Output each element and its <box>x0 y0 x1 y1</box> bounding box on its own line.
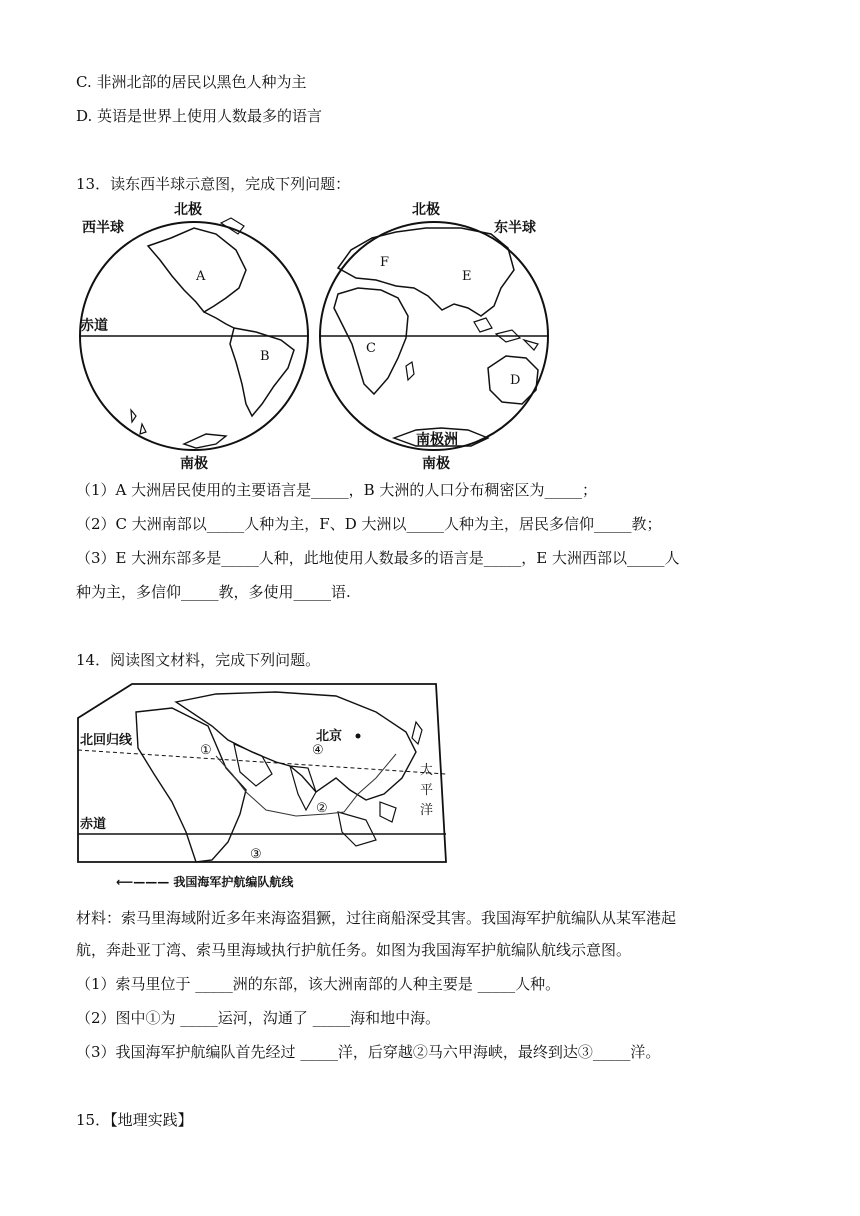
label-c: C <box>366 341 376 356</box>
tropic-line <box>78 750 446 774</box>
marker-1: ① <box>200 743 212 758</box>
route-legend-text: 我国海军护航编队航线 <box>173 875 294 889</box>
antarctica-label: 南极洲 <box>416 432 458 448</box>
question-13-sub-1: （1）A 大洲居民使用的主要语言是_____，B 大洲的人口分布稠密区为_____； <box>76 481 597 499</box>
option-d: D. 英语是世界上使用人数最多的语言 <box>76 107 323 125</box>
pacific-char-3: 洋 <box>420 803 434 818</box>
route-line <box>216 754 396 816</box>
equator-label: 赤道 <box>80 817 107 832</box>
question-13-sub-3-line-2: 种为主，多信仰_____教，多使用_____语. <box>76 583 351 601</box>
question-14-sub-2: （2）图中①为 _____运河，沟通了 _____海和地中海。 <box>76 1009 441 1027</box>
question-14-sub-3: （3）我国海军护航编队首先经过 _____洋，后穿越②马六甲海峡，最终到达③_____洋。 <box>76 1043 661 1061</box>
pacific-char-1: 太 <box>420 763 434 778</box>
question-14-sub-1: （1）索马里位于 _____洲的东部，该大洲南部的人种主要是 _____人种。 <box>76 975 561 993</box>
tropic-label: 北回归线 <box>80 733 133 748</box>
question-13-sub-2: （2）C 大洲南部以_____人种为主，F、D 大洲以_____人种为主，居民多信仰_____教； <box>76 515 662 533</box>
legend-arrow-icon: ⟵——— <box>116 875 170 889</box>
marker-4: ④ <box>312 743 324 758</box>
option-c: C. 非洲北部的居民以黑色人种为主 <box>76 73 307 91</box>
beijing-marker <box>356 734 361 739</box>
east-north-pole-label: 北极 <box>412 202 440 218</box>
east-south-pole-label: 南极 <box>422 456 450 472</box>
beijing-label: 北京 <box>316 729 343 744</box>
question-13-stem: 13．读东西半球示意图，完成下列问题： <box>76 175 351 193</box>
west-north-pole-label: 北极 <box>174 202 202 218</box>
question-14-stem: 14．阅读图文材料，完成下列问题。 <box>76 651 321 669</box>
route-legend <box>116 873 293 890</box>
label-b: B <box>260 349 270 364</box>
eurasia-outline <box>338 228 514 316</box>
equator-label: 赤道 <box>80 318 108 334</box>
label-d: D <box>510 373 521 388</box>
navy-route-map <box>76 682 448 874</box>
label-f: F <box>380 255 390 270</box>
question-14-material-line-1: 材料：索马里海域附近多年来海盗猖獗，过往商船深受其害。我国海军护航编队从某军港起 <box>76 909 677 927</box>
question-15-stem: 15．【地理实践】 <box>76 1111 193 1129</box>
marker-2: ② <box>316 801 328 816</box>
marker-3: ③ <box>250 847 262 862</box>
west-hemisphere-title: 西半球 <box>82 220 124 236</box>
hemispheres-map <box>76 198 556 473</box>
question-13-sub-3-line-1: （3）E 大洲东部多是_____人种，此地使用人数最多的语言是_____，E 大洲西部以_____人 <box>76 549 680 567</box>
pacific-char-2: 平 <box>420 783 434 798</box>
west-south-pole-label: 南极 <box>180 456 208 472</box>
question-14-material-line-2: 航，奔赴亚丁湾、索马里海域执行护航任务。如图为我国海军护航编队航线示意图。 <box>76 941 632 959</box>
label-e: E <box>462 269 472 284</box>
south-america-outline <box>230 328 294 416</box>
east-hemisphere-title: 东半球 <box>494 220 536 236</box>
label-a: A <box>196 269 206 284</box>
asia-outline <box>176 692 416 800</box>
africa-outline <box>136 708 246 862</box>
